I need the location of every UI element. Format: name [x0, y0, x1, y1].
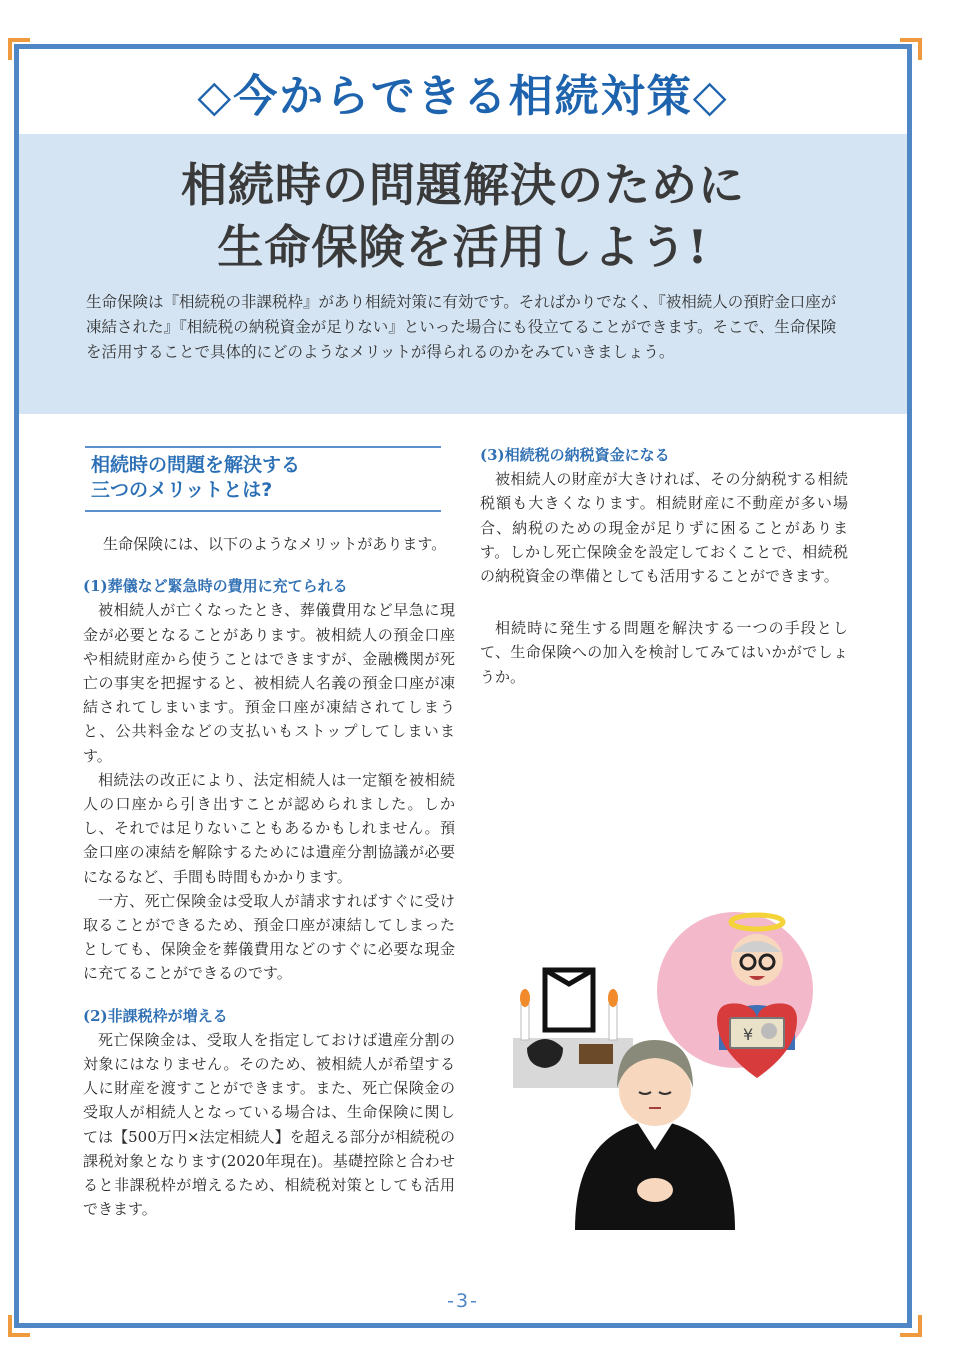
main-title: [19, 154, 907, 278]
section-lead: 生命保険には、以下のようなメリットがあります。: [103, 535, 447, 553]
funeral-illustration: [505, 900, 815, 1230]
merit-2-title: (2)非課税枠が増える: [83, 1006, 228, 1025]
merit-1-title: (1)葬儀など緊急時の費用に充てられる: [83, 577, 348, 596]
merit-1-paragraph: 一方、死亡保険金は受取人が請求すればすぐに受け取ることができるため、預金口座が凍結してしまったとしても、保険金を葬儀費用などのすぐに必要な現金に充てることができるのです。: [83, 891, 455, 983]
left-column: [83, 532, 455, 1221]
merit-1-paragraph: 被相続人が亡くなったとき、葬儀費用など早急に現金が必要となることがあります。被相続人の預金口座や相続財産から使うことはできますが、金融機関が死亡の事実を把握すると、被相続人名義の預金口座が凍結されてしまいます。預金口座が凍結されてしまうと、公共料金などの支払いもストップしてしまいます。: [83, 601, 455, 765]
main-title-line1: 相続時の問題解決のために: [181, 158, 745, 212]
merit-1-paragraph: 相続法の改正により、法定相続人は一定額を被相続人の口座から引き出すことが認められました。しかし、それでは足りないこともあるかもしれません。預金口座の凍結を解除するためには遺産分割協議が必要になるなど、手間も時間もかかります。: [83, 770, 455, 886]
closing-paragraph: 相続時に発生する問題を解決する一つの手段として、生命保険への加入を検討してみてはいかがでしょうか。: [480, 619, 848, 686]
corner-accent-bottom-left: [8, 1315, 30, 1337]
portrait-frame: [545, 970, 593, 1030]
section-heading-line2: 三つのメリットとは?: [91, 479, 273, 501]
merit-3-paragraph: 被相続人の財産が大きければ、その分納税する相続税額も大きくなります。相続財産に不動産が多い場合、納税のための現金が足りずに困ることがあります。しかし死亡保険金を設定しておくことで、相続税の納税資金の準備としても活用することができます。: [480, 470, 848, 586]
section-heading: [85, 446, 441, 512]
corner-accent-bottom-right: [900, 1315, 922, 1337]
intro-paragraph: 生命保険は『相続税の非課税枠』があり相続対策に有効です。そればかりでなく、『被相続人の預貯金口座が凍結された』『相続税の納税資金が足りない』といった場合にも役立てることができます。そこで、生命保険を活用することで具体的にどのようなメリットが得られるのかをみていきましょう。: [86, 293, 837, 361]
merit-3-title: (3)相続税の納税資金になる: [480, 446, 670, 464]
section-heading-line1: 相続時の問題を解決する: [91, 454, 301, 476]
candle-flame-icon: [608, 989, 618, 1007]
yen-sign: ¥: [743, 1025, 754, 1044]
candle-flame-icon: [520, 989, 530, 1007]
main-title-line2: 生命保険を活用しよう!: [217, 220, 709, 274]
merit-2-paragraph: 死亡保険金は、受取人を指定しておけば遺産分割の対象にはなりません。そのため、被相続人が希望する人に財産を渡すことができます。また、死亡保険金の受取人が相続人となっている場合は、生命保険に関しては【500万円×法定相続人】を超える部分が相続税の課税対象となります(2020年現在)。基礎控除と合わせると非課税枠が増えるため、相続税対策としても活用できます。: [83, 1030, 455, 1219]
page-number: -3-: [447, 1290, 479, 1312]
right-column: [480, 443, 848, 689]
page-header: [19, 49, 907, 134]
page-header-title: ◇今からできる相続対策◇: [197, 70, 729, 122]
